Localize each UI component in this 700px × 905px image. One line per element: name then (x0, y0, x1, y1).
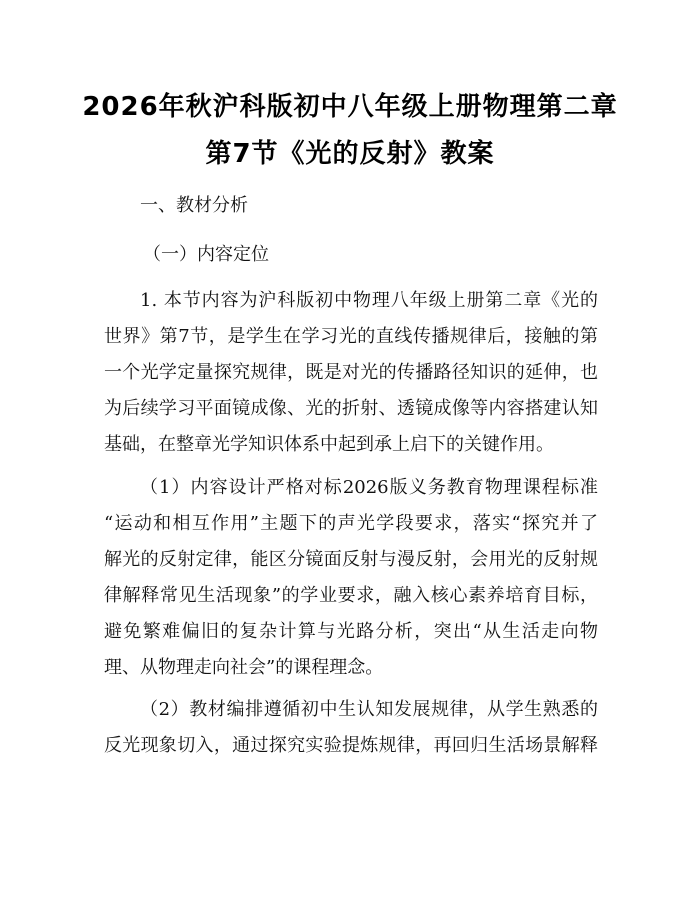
paragraph-1-line-3: 一个光学定量探究规律，既是对光的传播路径知识的延伸，也 (104, 362, 598, 383)
paragraph-1-line-4: 为后续学习平面镜成像、光的折射、透镜成像等内容搭建认知 (104, 398, 598, 419)
document-title-line-1: 2026年秋沪科版初中八年级上册物理第二章 (82, 92, 618, 122)
paragraph-2 (104, 470, 598, 686)
paragraph-1-line-5: 基础，在整章光学知识体系中起到承上启下的关键作用。 (104, 434, 554, 455)
paragraph-1 (104, 283, 598, 463)
paragraph-2-line-4: 律解释常见生活现象”的学业要求，融入核心素养培育目标， (104, 585, 598, 606)
paragraph-1-line-1: 1. 本节内容为沪科版初中物理八年级上册第二章《光的 (140, 290, 598, 311)
paragraph-2-line-5: 避免繁难偏旧的复杂计算与光路分析，突出“从生活走向物 (104, 621, 598, 642)
section-heading-teaching-material-analysis: 一、教材分析 (140, 195, 248, 216)
paragraph-3-line-2: 反光现象切入，通过探究实验提炼规律，再回归生活场景解释 (104, 735, 598, 756)
paragraph-1-line-2: 世界》第7节，是学生在学习光的直线传播规律后，接触的第 (104, 326, 598, 347)
paragraph-3 (104, 692, 598, 764)
document-title-line-2: 第7节《光的反射》教案 (205, 139, 495, 169)
paragraph-2-line-2: “运动和相互作用”主题下的声光学段要求，落实“探究并了 (104, 513, 598, 534)
paragraph-2-line-3: 解光的反射定律，能区分镜面反射与漫反射，会用光的反射规 (104, 549, 598, 570)
paragraph-3-line-1: （2）教材编排遵循初中生认知发展规律，从学生熟悉的 (140, 699, 598, 720)
subsection-heading-content-positioning: （一）内容定位 (143, 244, 269, 265)
paragraph-2-line-6: 理、从物理走向社会”的课程理念。 (104, 657, 384, 678)
paragraph-2-line-1: （1）内容设计严格对标2026版义务教育物理课程标准 (140, 477, 598, 498)
